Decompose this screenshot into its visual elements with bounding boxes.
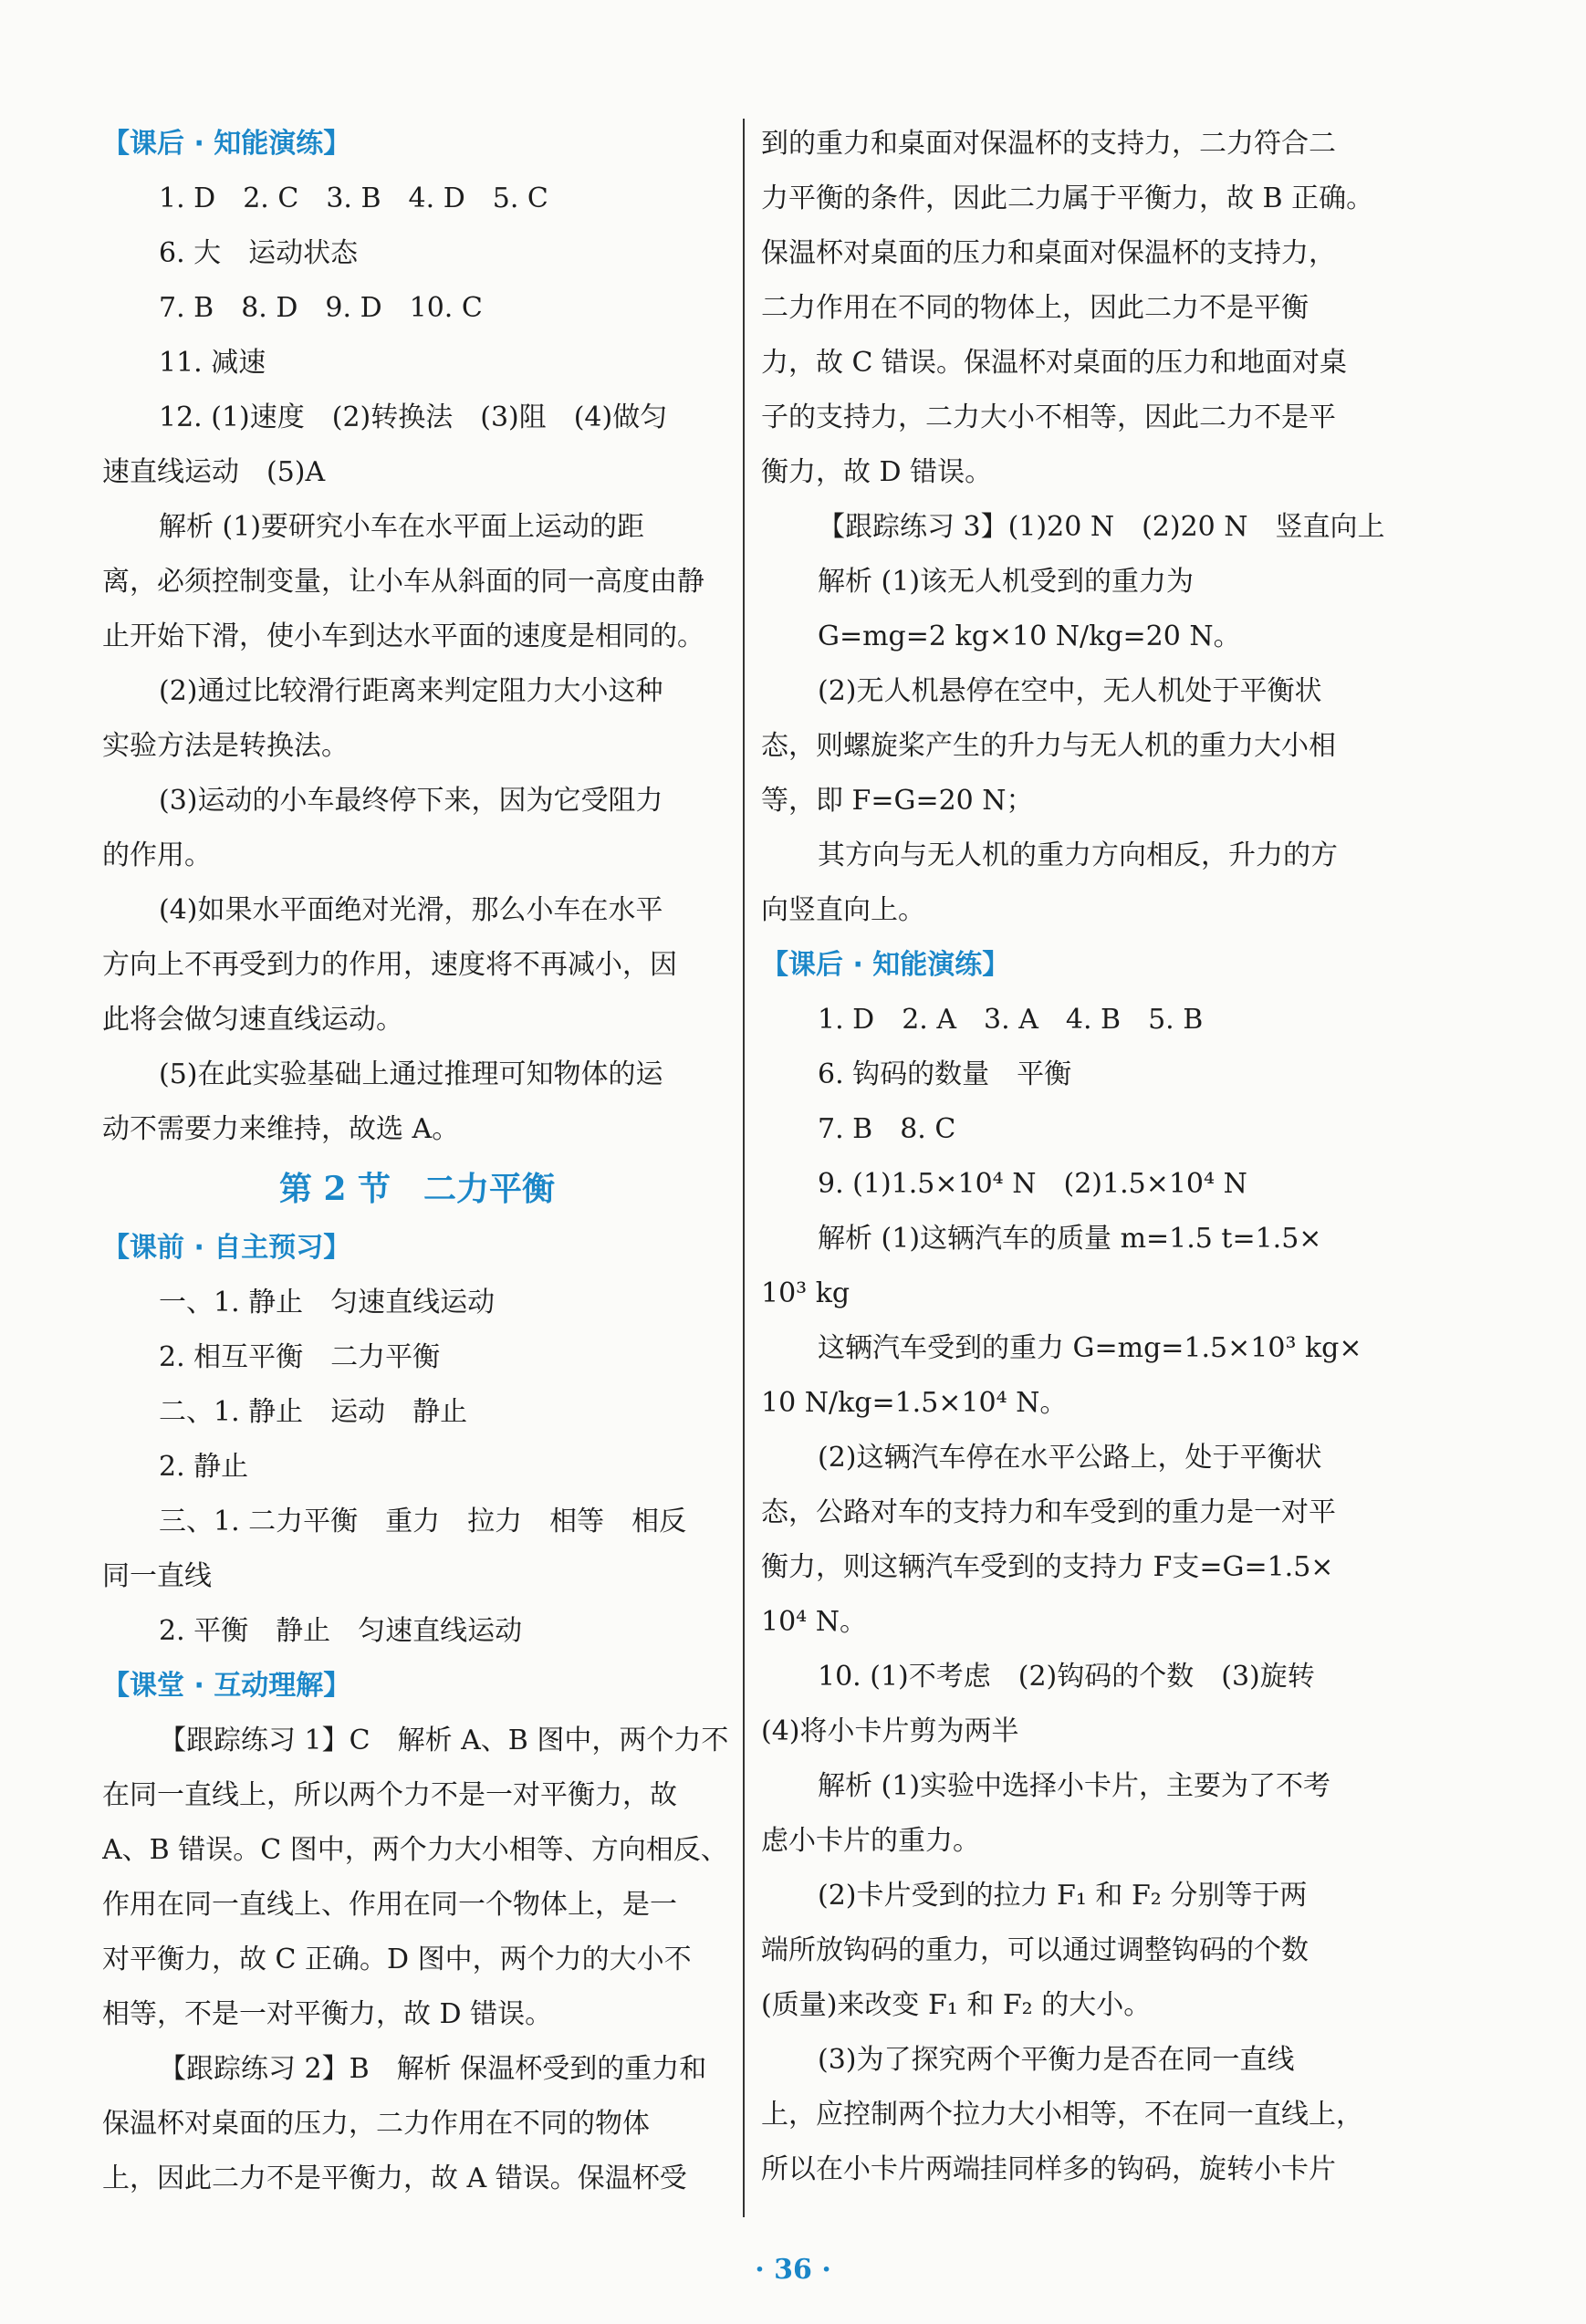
text-line: 动不需要力来维持，故选 A。 — [102, 1113, 460, 1145]
text-line: (2)无人机悬停在空中，无人机处于平衡状 — [818, 675, 1322, 707]
text-line: 二力作用在不同的物体上，因此二力不是平衡 — [761, 292, 1309, 324]
text-line: 解析 (1)该无人机受到的重力为 — [818, 566, 1195, 598]
text-line: (4)将小卡片剪为两半 — [761, 1715, 1019, 1747]
text-line: 7. B 8. D 9. D 10. C — [159, 292, 483, 324]
text-line: (4)如果水平面绝对光滑，那么小车在水平 — [159, 894, 663, 926]
text-line: 的作用。 — [102, 839, 212, 871]
text-line: (2)这辆汽车停在水平公路上，处于平衡状 — [818, 1442, 1322, 1474]
left-column — [102, 117, 732, 2206]
text-line: 方向上不再受到力的作用，速度将不再减小，因 — [102, 949, 677, 981]
section-heading: 【课前 · 自主预习】 — [102, 1232, 351, 1264]
text-line: 上，因此二力不是平衡力，故 A 错误。保温杯受 — [102, 2162, 687, 2194]
text-line: 作用在同一直线上、作用在同一个物体上，是一 — [102, 1889, 677, 1921]
page-number: · 36 · — [755, 2254, 831, 2286]
text-line: 一、1. 静止 匀速直线运动 — [159, 1287, 496, 1318]
text-line: (2)通过比较滑行距离来判定阻力大小这种 — [159, 675, 663, 707]
text-line: 10. (1)不考虑 (2)钩码的个数 (3)旋转 — [818, 1661, 1315, 1693]
text-line: 向竖直向上。 — [761, 894, 925, 926]
text-line: 保温杯对桌面的压力，二力作用在不同的物体 — [102, 2108, 650, 2140]
text-line: 衡力，则这辆汽车受到的支持力 F支=G=1.5× — [761, 1551, 1334, 1583]
text-line: (3)运动的小车最终停下来，因为它受阻力 — [159, 785, 663, 817]
text-line: 【跟踪练习 2】B 解析 保温杯受到的重力和 — [159, 2053, 707, 2085]
text-line: 等，即 F=G=20 N； — [761, 785, 1034, 817]
text-line: 6. 钩码的数量 平衡 — [818, 1058, 1072, 1090]
text-line: 保温杯对桌面的压力和桌面对保温杯的支持力， — [761, 237, 1336, 269]
text-line: 11. 减速 — [159, 347, 266, 379]
text-line: 二、1. 静止 运动 静止 — [159, 1396, 468, 1428]
text-line: 2. 相互平衡 二力平衡 — [159, 1341, 441, 1373]
text-line: 6. 大 运动状态 — [159, 237, 359, 269]
text-line: 虑小卡片的重力。 — [761, 1825, 980, 1857]
text-line: 所以在小卡片两端挂同样多的钩码，旋转小卡片 — [761, 2153, 1336, 2185]
section-heading: 【课后 · 知能演练】 — [761, 949, 1010, 981]
text-line: 【跟踪练习 3】(1)20 N (2)20 N 竖直向上 — [818, 511, 1385, 543]
text-line: G=mg=2 kg×10 N/kg=20 N。 — [818, 620, 1241, 652]
text-line: 三、1. 二力平衡 重力 拉力 相等 相反 — [159, 1506, 687, 1537]
text-line: (质量)来改变 F₁ 和 F₂ 的大小。 — [761, 1989, 1152, 2021]
text-line: 止开始下滑，使小车到达水平面的速度是相同的。 — [102, 620, 704, 652]
text-line: 解析 (1)这辆汽车的质量 m=1.5 t=1.5× — [818, 1223, 1322, 1255]
text-line: 10³ kg — [761, 1277, 850, 1309]
text-line: 速直线运动 (5)A — [102, 456, 326, 488]
text-line: 态，公路对车的支持力和车受到的重力是一对平 — [761, 1496, 1336, 1528]
text-line: 解析 (1)要研究小车在水平面上运动的距 — [159, 511, 645, 543]
text-line: 1. D 2. A 3. A 4. B 5. B — [818, 1004, 1204, 1036]
text-line: 实验方法是转换法。 — [102, 730, 349, 762]
text-line: 力平衡的条件，因此二力属于平衡力，故 B 正确。 — [761, 182, 1374, 214]
text-line: 1. D 2. C 3. B 4. D 5. C — [159, 182, 548, 214]
text-line: 7. B 8. C — [818, 1113, 956, 1145]
text-line: 子的支持力，二力大小不相等，因此二力不是平 — [761, 401, 1336, 433]
text-line: 12. (1)速度 (2)转换法 (3)阻 (4)做匀 — [159, 401, 668, 433]
section-heading: 【课堂 · 互动理解】 — [102, 1670, 351, 1702]
text-line: 2. 平衡 静止 匀速直线运动 — [159, 1615, 523, 1647]
text-line: (5)在此实验基础上通过推理可知物体的运 — [159, 1058, 663, 1090]
text-line: 10⁴ N。 — [761, 1606, 867, 1638]
text-line: 对平衡力，故 C 正确。D 图中，两个力的大小不 — [102, 1944, 692, 1975]
text-line: 态，则螺旋桨产生的升力与无人机的重力大小相 — [761, 730, 1336, 762]
text-line: 力，故 C 错误。保温杯对桌面的压力和地面对桌 — [761, 347, 1348, 379]
text-line: (2)卡片受到的拉力 F₁ 和 F₂ 分别等于两 — [818, 1880, 1308, 1912]
section-heading: 【课后 · 知能演练】 — [102, 128, 351, 160]
text-line: (3)为了探究两个平衡力是否在同一直线 — [818, 2044, 1295, 2076]
text-line: 解析 (1)实验中选择小卡片，主要为了不考 — [818, 1770, 1331, 1802]
text-line: 10 N/kg=1.5×10⁴ N。 — [761, 1387, 1068, 1419]
text-line: 衡力，故 D 错误。 — [761, 456, 993, 488]
text-line: 9. (1)1.5×10⁴ N (2)1.5×10⁴ N — [818, 1168, 1247, 1200]
chapter-title: 第 2 节 二力平衡 — [278, 1170, 556, 1208]
text-line: 此将会做匀速直线运动。 — [102, 1004, 403, 1036]
text-line: 2. 静止 — [159, 1451, 249, 1483]
text-line: 上，应控制两个拉力大小相等，不在同一直线上， — [761, 2099, 1363, 2131]
text-line: 端所放钩码的重力，可以通过调整钩码的个数 — [761, 1934, 1309, 1966]
right-column — [761, 117, 1389, 2197]
text-line: 相等，不是一对平衡力，故 D 错误。 — [102, 1998, 553, 2030]
text-line: 到的重力和桌面对保温杯的支持力，二力符合二 — [761, 128, 1336, 160]
text-line: 【跟踪练习 1】C 解析 A、B 图中，两个力不 — [159, 1725, 729, 1756]
text-line: 同一直线 — [102, 1560, 212, 1592]
text-line: 在同一直线上，所以两个力不是一对平衡力，故 — [102, 1779, 677, 1811]
column-divider — [743, 119, 745, 2217]
text-line: 其方向与无人机的重力方向相反，升力的方 — [818, 839, 1338, 871]
text-line: 这辆汽车受到的重力 G=mg=1.5×10³ kg× — [818, 1332, 1362, 1364]
text-line: 离，必须控制变量，让小车从斜面的同一高度由静 — [102, 566, 704, 598]
text-line: A、B 错误。C 图中，两个力大小相等、方向相反、 — [102, 1834, 728, 1866]
